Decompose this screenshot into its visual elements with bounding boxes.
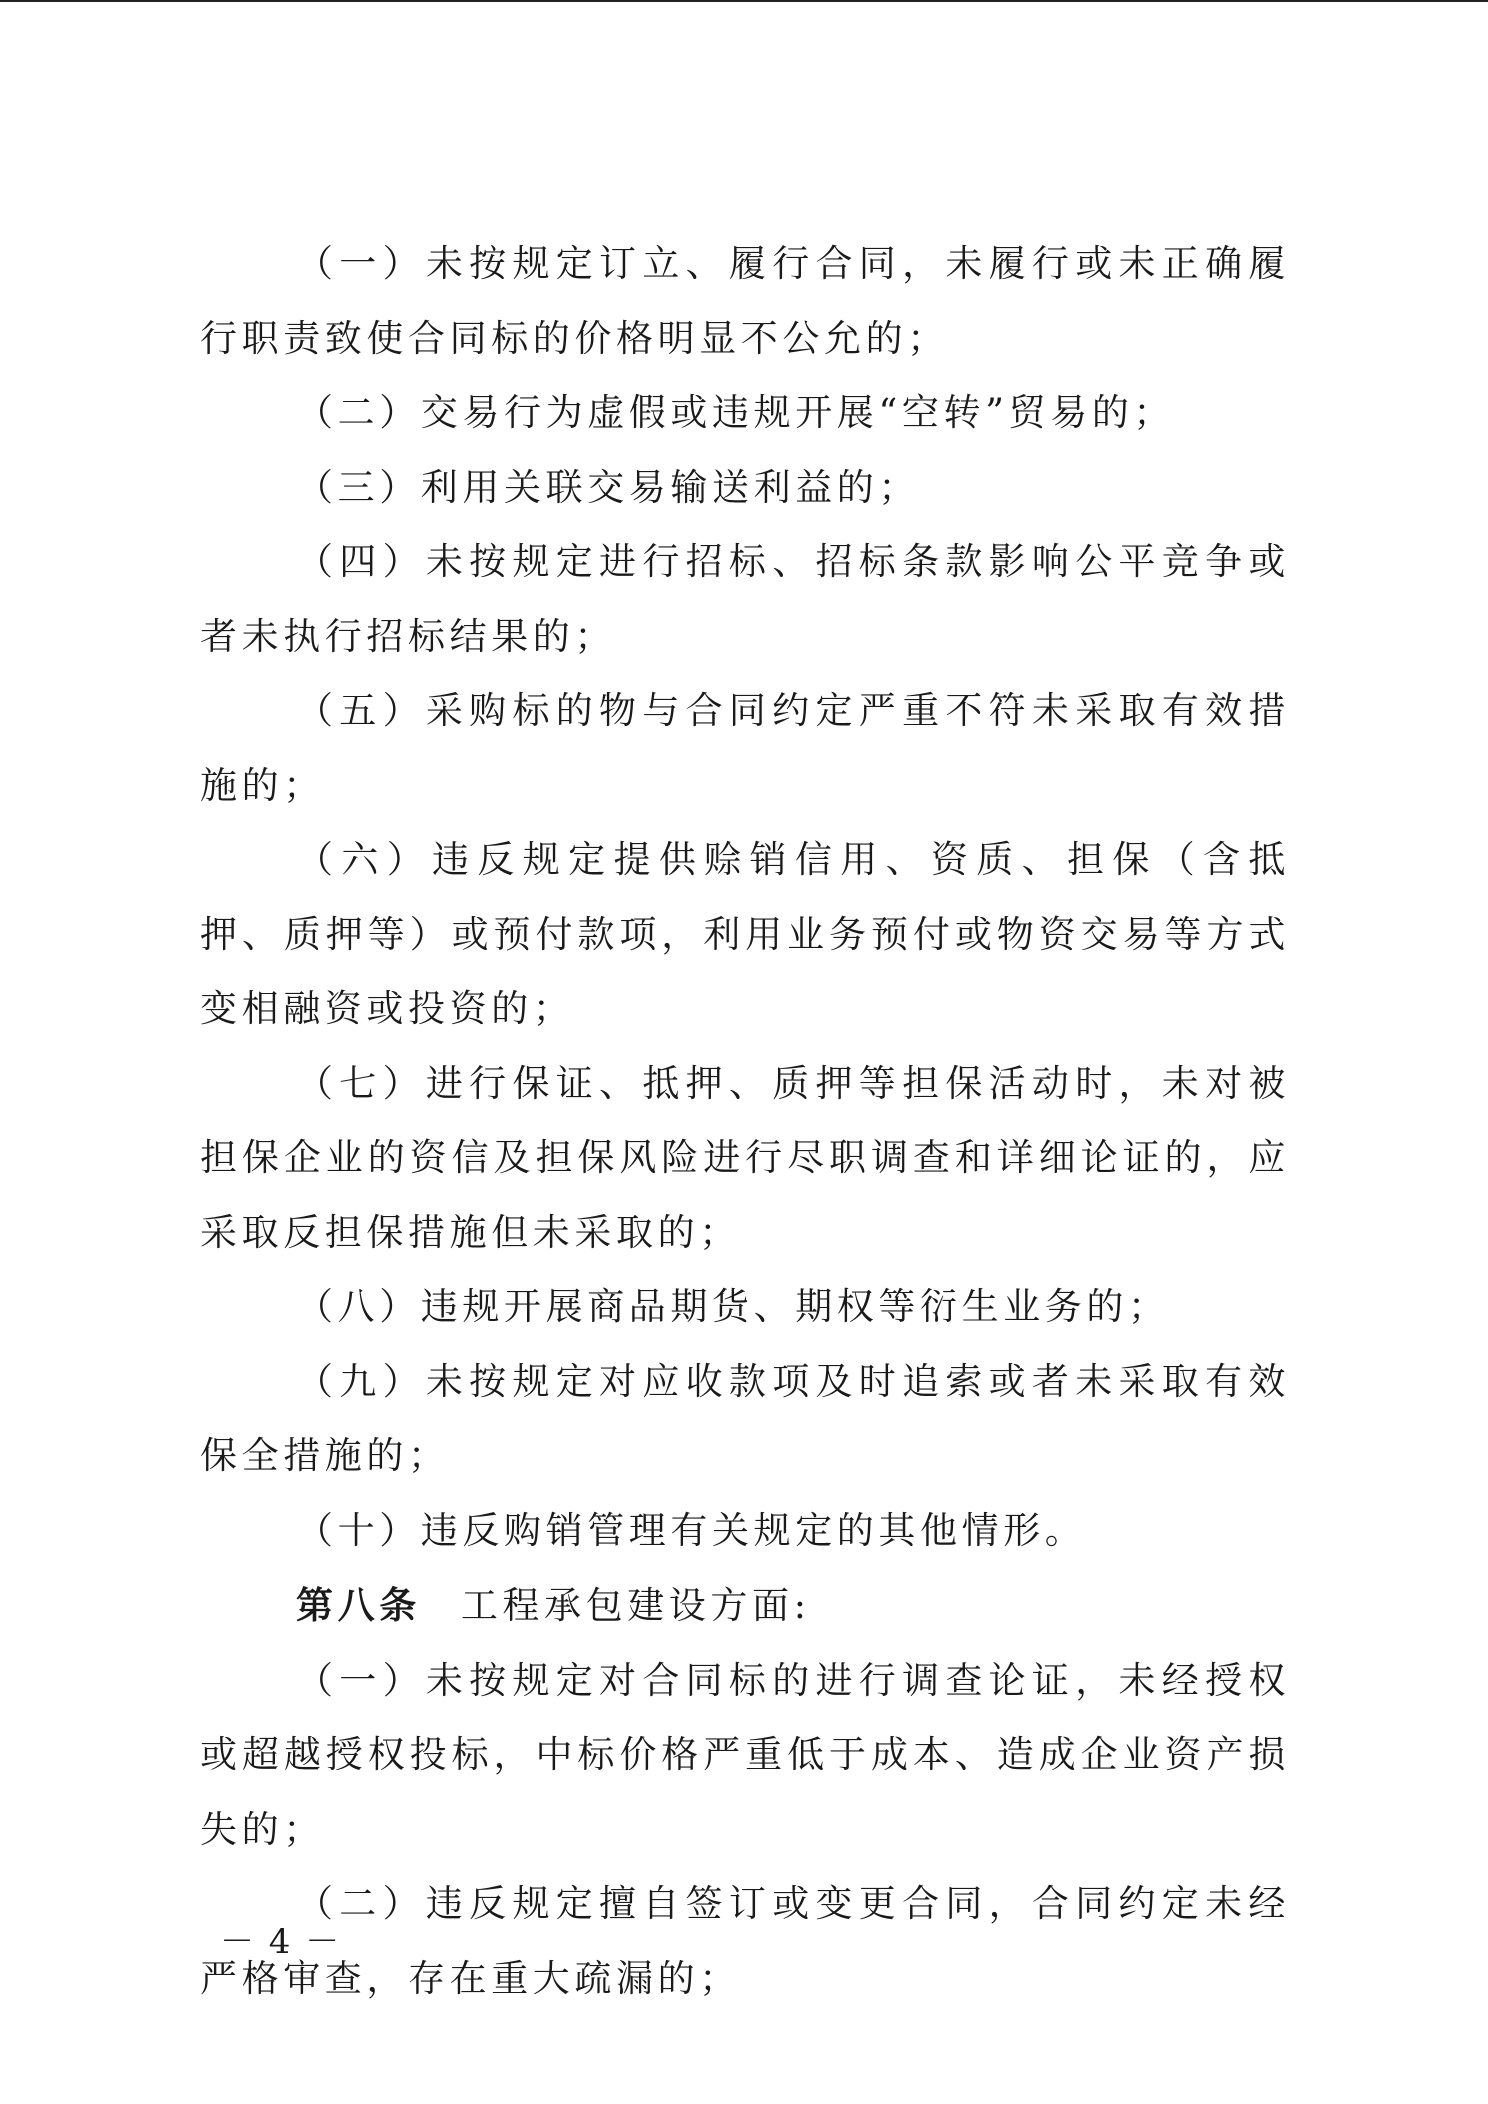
clause-paragraph-3: （三）利用关联交易输送利益的； [296,465,920,509]
clause-paragraph-2: （二）交易行为虚假或违规开展“空转”贸易的； [296,391,1176,434]
clause-paragraph-6: （六）违反规定提供赊销信用、资质、担保（含抵押、质押等）或预付款项，利用业务预付或物资交易等方式变相融资或投资的； [200,838,1290,1030]
clause-paragraph-9: （九）未按规定对应收款项及时追索或者未采取有效保全措施的； [200,1359,1290,1477]
article-8-heading: 第八条 [296,1583,421,1627]
clause-paragraph-4: （四）未按规定进行招标、招标条款影响公平竞争或者未执行招标结果的； [200,540,1290,658]
clause-paragraph-7: （七）进行保证、抵押、质押等担保活动时，未对被担保企业的资信及担保风险进行尽职调查和详细论证的，应采取反担保措施但未采取的； [200,1061,1290,1254]
clause-paragraph-1: （一）未按规定订立、履行合同，未履行或未正确履行职责致使合同标的价格明显不公允的； [200,242,1290,360]
clause-paragraph-8: （八）违规开展商品期货、期权等衍生业务的； [296,1285,1170,1328]
article-8-text: 工程承包建设方面: [460,1584,811,1627]
article-8-paragraph [200,1568,1290,1644]
clause-paragraph-5: （五）采购标的物与合同约定严重不符未采取有效措施的； [200,689,1290,807]
clause-paragraph-10: （十）违反购销管理有关规定的其他情形。 [296,1508,1087,1552]
page-number: － 4 － [220,1922,342,1962]
document-body [200,227,1290,2016]
article-8-clause-2: （二）违反规定擅自签订或变更合同，合同约定未经严格审查，存在重大疏漏的； [200,1882,1290,2000]
article-8-clause-1: （一）未按规定对合同标的进行调查论证，未经授权或超越授权投标，中标价格严重低于成本、造成企业资产损失的； [200,1658,1290,1851]
